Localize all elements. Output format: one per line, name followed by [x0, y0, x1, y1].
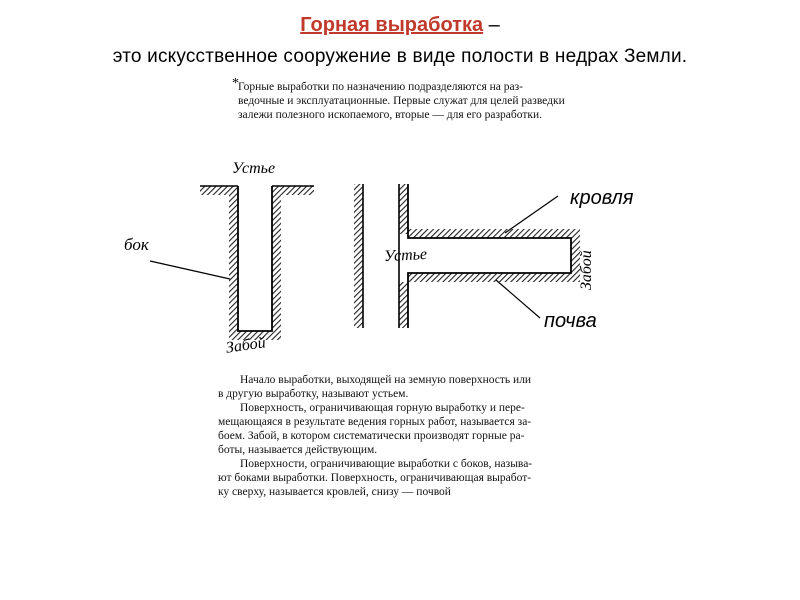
- footnote-mark: *: [232, 76, 239, 91]
- vertical-shaft: [200, 186, 314, 340]
- label-ustye-right: Устье: [383, 245, 428, 266]
- bok-leader-line: [150, 261, 230, 279]
- top-paragraph-line: залежи полезного ископаемого, вторые — для его разработки.: [238, 109, 542, 121]
- drift-roof: [408, 229, 580, 238]
- label-ustye-left: Устье: [232, 160, 276, 177]
- label-pochva: почва: [544, 310, 597, 332]
- bottom-paragraph-line: боты, называется действующим.: [218, 444, 378, 456]
- label-bok: бок: [124, 235, 149, 254]
- top-paragraph-line: Горные выработки по назначению подразделяются на раз-: [238, 81, 523, 93]
- ground-surface-left: [200, 186, 238, 195]
- ground-surface-right: [272, 186, 314, 195]
- label-zaboi-left: Забой: [224, 334, 267, 357]
- bottom-paragraph-line: ку сверху, называется кровлей, снизу — почвой: [218, 486, 451, 498]
- drift-floor: [408, 273, 580, 282]
- title-definition: это искусственное сооружение в виде полости в недрах Земли.: [112, 46, 688, 67]
- left-ground-edge: [354, 184, 363, 328]
- bottom-paragraph-line: Начало выработки, выходящей на земную поверхность или: [240, 374, 532, 386]
- top-paragraph-line: ведочные и эксплуатационные. Первые служат для целей разведки: [238, 95, 565, 107]
- pochva-leader-line: [496, 280, 540, 318]
- lower-wall: [399, 282, 408, 328]
- bottom-paragraph-line: в другую выработку, называют устьем.: [218, 388, 409, 400]
- bottom-paragraph-line: Поверхность, ограничивающая горную выработку и пере-: [240, 402, 525, 414]
- bottom-paragraph-line: мещающаяся в результате ведения горных работ, называется за-: [218, 416, 532, 428]
- label-krovlya: кровля: [570, 187, 634, 209]
- bottom-paragraph: [218, 373, 603, 499]
- shaft-wall-right: [272, 195, 281, 331]
- label-zaboi-right: Забой: [578, 250, 595, 290]
- shaft-wall-left: [229, 195, 238, 331]
- title-term: Горная выработка: [300, 14, 484, 36]
- upper-wall: [399, 184, 408, 234]
- krovlya-leader-line: [505, 196, 558, 233]
- bottom-paragraph-line: ют боками выработки. Поверхность, ограничивающая выработ-: [218, 472, 532, 484]
- title-dash: –: [488, 14, 500, 36]
- bottom-paragraph-line: боем. Забой, в котором систематически производят горные ра-: [218, 430, 525, 442]
- bottom-paragraph-line: Поверхности, ограничивающие выработки с боков, называ-: [240, 458, 533, 470]
